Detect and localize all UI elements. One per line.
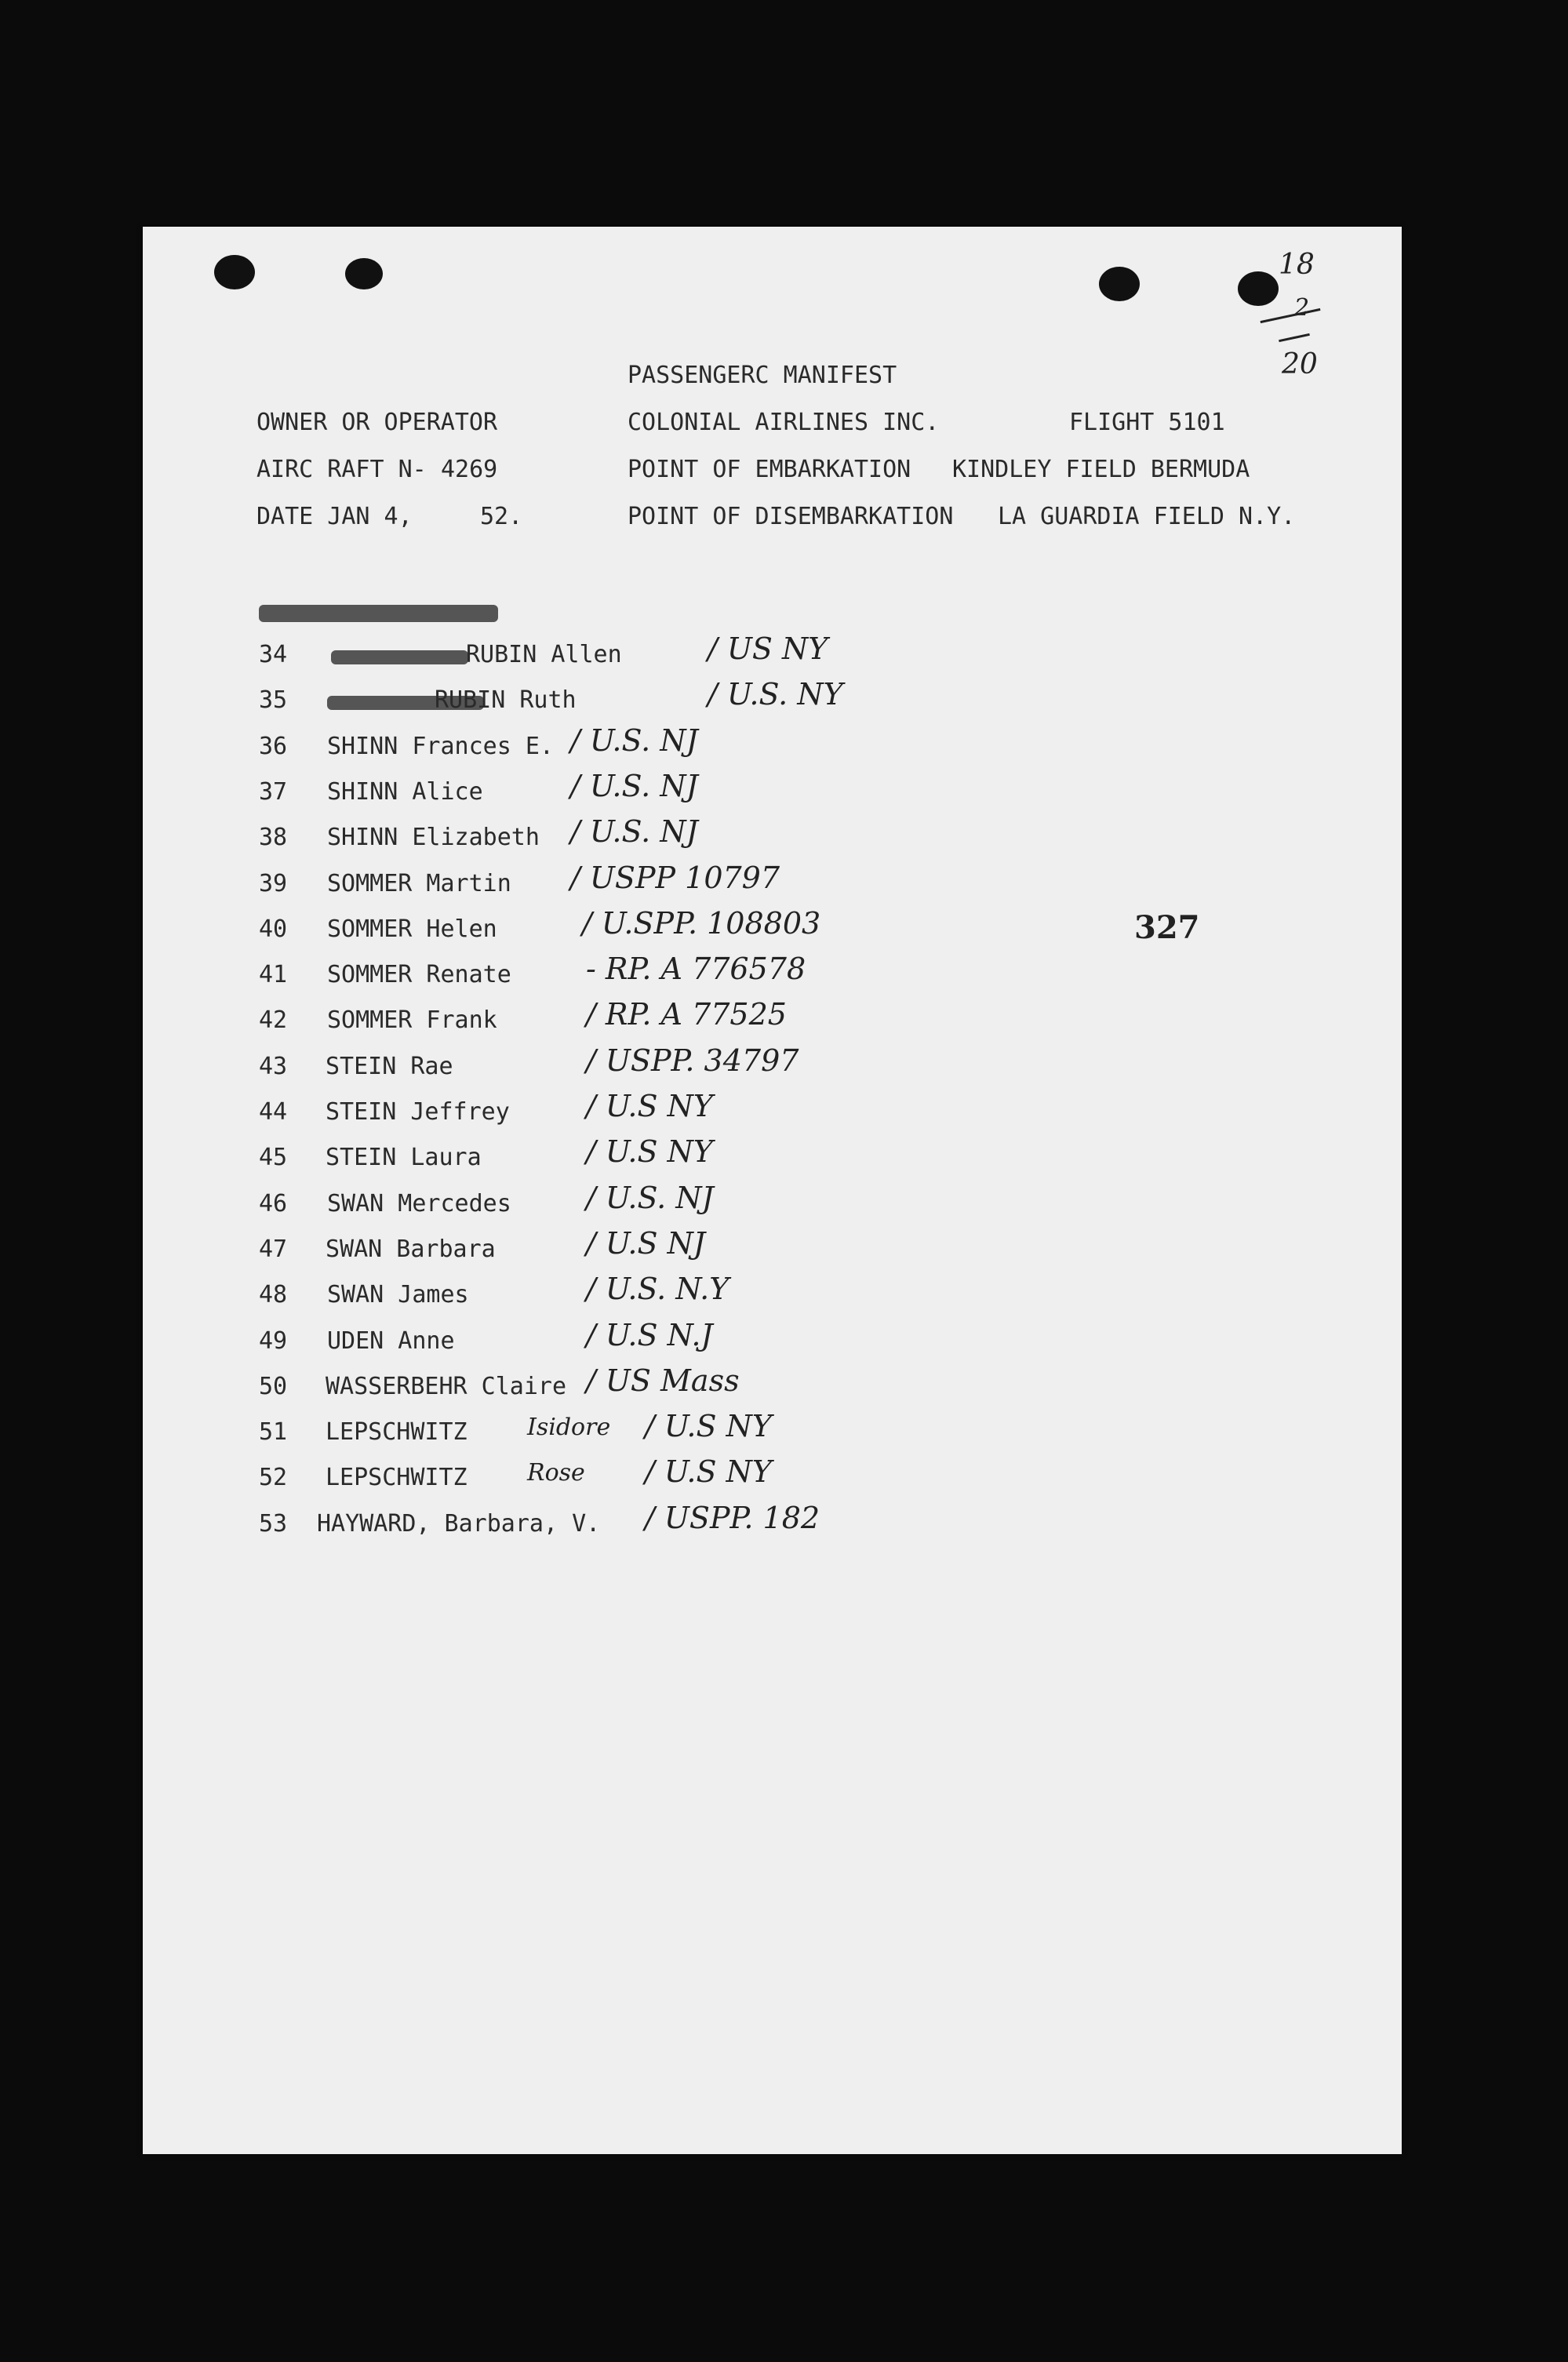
passenger-number: 38 — [259, 824, 288, 852]
passenger-name: LEPSCHWITZ — [326, 1418, 467, 1447]
passenger-name: SHINN Frances E. — [327, 732, 554, 760]
fraction-line — [1261, 308, 1321, 323]
passenger-name: RUBIN Allen — [466, 641, 622, 668]
passenger-number: 48 — [259, 1281, 288, 1309]
handwritten-note: / U.S. NY — [708, 677, 843, 712]
passenger-number: 37 — [259, 777, 288, 806]
passenger-number: 44 — [259, 1098, 288, 1126]
handwritten-note: - RP. A 776578 — [586, 952, 806, 987]
handwritten-note: / U.S. NJ — [570, 814, 698, 850]
punch-hole — [1099, 267, 1140, 301]
handwritten-note: / U.S. NJ — [586, 1180, 714, 1215]
owner-label: OWNER OR OPERATOR — [256, 409, 498, 436]
punch-hole — [214, 255, 255, 289]
passenger-number: 52 — [259, 1464, 288, 1492]
passenger-name: LEPSCHWITZ — [326, 1464, 467, 1492]
passenger-number: 35 — [259, 686, 288, 715]
passenger-number: 41 — [259, 961, 288, 989]
passenger-name: STEIN Jeffrey — [326, 1098, 510, 1126]
passenger-number: 39 — [259, 869, 288, 897]
punch-hole — [1238, 271, 1279, 306]
passenger-number: 34 — [259, 641, 288, 668]
flight-number: FLIGHT 5101 — [1069, 409, 1225, 436]
handwritten-note: / USPP. 34797 — [586, 1043, 799, 1078]
crossed-out-line — [259, 605, 498, 622]
handwritten-note: / U.S NJ — [586, 1225, 706, 1261]
crossed-out-name — [331, 650, 468, 664]
passenger-name: SOMMER Frank — [327, 1006, 497, 1035]
operator-name: COLONIAL AIRLINES INC. — [628, 409, 940, 436]
passenger-name: HAYWARD, Barbara, V. — [317, 1509, 601, 1538]
aircraft-number: 4269 — [441, 456, 498, 483]
passenger-number: 51 — [259, 1418, 288, 1447]
passenger-name: STEIN Laura — [326, 1144, 482, 1172]
passenger-name: SHINN Elizabeth — [327, 824, 540, 852]
punch-hole — [345, 258, 383, 289]
handwritten-note: / U.S N.J — [586, 1317, 713, 1352]
handwritten-note: / U.S. N.Y — [586, 1272, 729, 1307]
handwritten-note: / U.S. NJ — [570, 722, 698, 758]
passenger-name: UDEN Anne — [327, 1327, 455, 1355]
disembarkation-label: POINT OF DISEMBARKATION — [628, 503, 954, 530]
passenger-name: WASSERBEHR Claire — [326, 1372, 567, 1400]
passenger-given-name: Isidore — [527, 1414, 611, 1442]
disembarkation-place: LA GUARDIA FIELD N.Y. — [998, 503, 1296, 530]
handwritten-note: / U.SPP. 108803 — [582, 905, 821, 941]
passenger-number: 42 — [259, 1006, 288, 1035]
passenger-number: 50 — [259, 1372, 288, 1400]
passenger-number: 45 — [259, 1144, 288, 1172]
passenger-number: 46 — [259, 1189, 288, 1217]
handwritten-note: / U.S NY — [645, 1454, 772, 1490]
date-year: 52. — [480, 503, 523, 530]
passenger-number: 36 — [259, 732, 288, 760]
corner-note-bottom: 20 — [1282, 348, 1318, 380]
passenger-number: 49 — [259, 1327, 288, 1355]
passenger-number: 43 — [259, 1052, 288, 1080]
passenger-number: 47 — [259, 1235, 288, 1263]
handwritten-note: / US NY — [708, 631, 828, 666]
embarkation-place: KINDLEY FIELD BERMUDA — [952, 456, 1250, 483]
passenger-name: SWAN Barbara — [326, 1235, 496, 1263]
manifest-page — [143, 227, 1402, 2154]
embarkation-label: POINT OF EMBARKATION — [628, 456, 911, 483]
handwritten-note: / USPP 10797 — [570, 860, 780, 895]
handwritten-note: / US Mass — [586, 1363, 740, 1398]
passenger-name: SOMMER Helen — [327, 915, 497, 943]
handwritten-note: / USPP. 182 — [645, 1500, 820, 1535]
passenger-name: RUBIN Ruth — [435, 686, 577, 715]
fraction-line — [1279, 333, 1310, 342]
passenger-given-name: Rose — [527, 1459, 585, 1487]
handwritten-note: / U.S NY — [586, 1089, 713, 1123]
passenger-number: 53 — [259, 1509, 288, 1538]
passenger-name: SOMMER Renate — [327, 961, 511, 989]
passenger-name: STEIN Rae — [326, 1052, 453, 1080]
handwritten-note: / RP. A 77525 — [586, 997, 787, 1032]
corner-note-top: 18 — [1279, 249, 1315, 281]
corner-note-middle: 2 — [1294, 294, 1310, 322]
stamp-number: 327 — [1134, 909, 1200, 946]
handwritten-note: / U.S. NJ — [570, 768, 698, 803]
date-label: DATE JAN 4, — [256, 503, 413, 530]
handwritten-note: / U.S NY — [645, 1409, 772, 1444]
passenger-name: SOMMER Martin — [327, 869, 511, 897]
handwritten-note: / U.S NY — [586, 1134, 713, 1170]
passenger-number: 40 — [259, 915, 288, 943]
aircraft-label: AIRC RAFT N- — [256, 456, 427, 483]
passenger-name: SWAN Mercedes — [327, 1189, 511, 1217]
passenger-name: SHINN Alice — [327, 777, 483, 806]
passenger-name: SWAN James — [327, 1281, 469, 1309]
manifest-title: PASSENGERC MANIFEST — [628, 362, 897, 389]
